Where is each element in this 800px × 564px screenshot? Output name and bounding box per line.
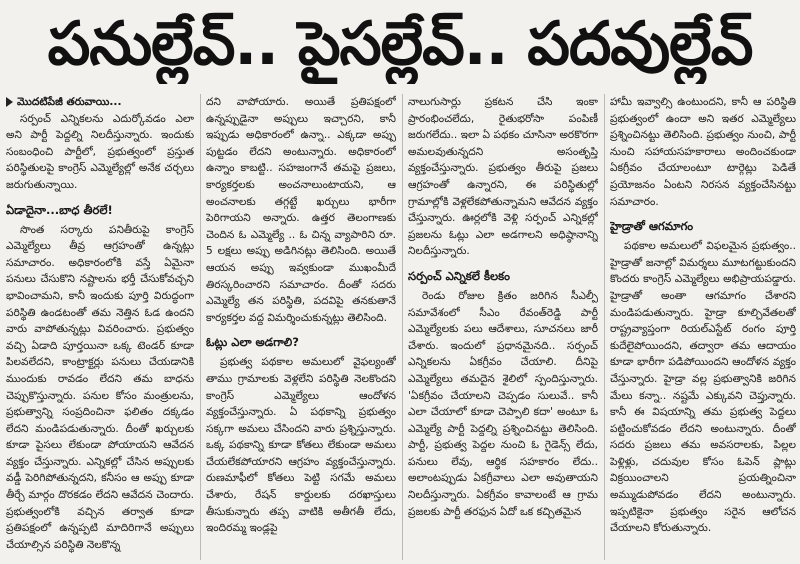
column-1: [6, 94, 194, 560]
column-divider: [402, 94, 403, 560]
triangle-icon: [6, 97, 13, 107]
column-divider: [604, 94, 605, 560]
subheading: హైడ్రాతో ఆగమాగం: [610, 219, 694, 234]
paragraph: రెండు రోజుల క్రితం జరిగిన సీఎల్పీ సమావేశంలో సీఎం రేవంత్‌రెడ్డి పార్టీ ఎమ్మెల్యేలకు పలు ఆదేశాలు, సూచనలు జారీ చేశారు. ఇందులో ప్రధానమైనది.. సర్పంచ్ ఎన్నికలను ఏకగ్రీవం చేయాలి. దీనిపై ఎమ్మెల్యేలు తమదైన శైలిలో స్పందిస్తున్నారు. 'ఏకగ్రీవం చేయాలని చెప్పడం సులువే.. కానీ ఎలా చేయాలో కూడా చెప్పాలి కదా' అంటూ ఓ ఎమ్మెల్యే పార్టీ పెద్దల్ని ప్రశ్నించినట్టు తెలిసింది. పార్టీ, ప్రభుత్వ పెద్దల నుంచి ఓ గైడెన్స్ లేదు, పనులు లేవు, ఆర్థిక సహకారం లేదు.. అలాంటప్పుడు ఏకగ్రీవాలు ఎలా అవుతాయని నిలదీస్తున్నారు. ఏకగ్రీవం కావాలంటే ఆ గ్రామ ప్రజలకు పార్టీ తరఫున ఏదో ఒక కచ్చితమైన: [408, 289, 598, 518]
subheading: సర్పంచ్ ఎన్నికలే కీలకం: [408, 268, 510, 283]
subheading: ఓట్లు ఎలా అడగాలి?: [206, 335, 299, 350]
subheading: ఏడాదైనా...బాధ తీరలే!: [6, 202, 113, 217]
column-divider: [200, 94, 201, 560]
column-3: [408, 94, 598, 560]
paragraph: నాలుగుసార్లు ప్రకటన చేసి ఇంకా ప్రారంభించలేదు, రైతుభరోసా పంపిణీ జరుగలేదు.. ఇలా ఏ పథకం చూసినా అరకొరగా అమలవుతున్నదని అసంతృప్తి వ్యక్తంచేస్తున్నారు. ప్రభుత్వం తీరుపై ప్రజలు ఆగ్రహంతో ఉన్నారని, ఈ పరిస్థితుల్లో గ్రామాల్లోకి వెళ్లలేకపోతున్నామని ఆవేదన వ్యక్తం చేస్తున్నారు. ఊర్లలోకి వెళ్లి సర్పంచ్ ఎన్నికల్లో ప్రజలను ఓట్లు ఎలా అడగాలని అధిష్ఠానాన్ని నిలదీస్తున్నారు.: [408, 96, 598, 258]
paragraph: సర్పంచ్ ఎన్నికలను ఎదుర్కోవడం ఎలా అని పార్టీ పెద్దల్ని నిలదీస్తున్నారు. ఇందుకు సంబంధించి పార్టీలో, ప్రభుత్వంలో ప్రస్తుత పరిస్థితులపై కాంగ్రెస్ ఎమ్మెల్యేల్లో అనేక చర్చలు జరుగుతున్నాయి.: [6, 112, 194, 191]
kicker-text: మొదటిపేజీ తరువాయి...: [17, 96, 122, 108]
column-4: [610, 94, 796, 560]
paragraph: పథకాల అమలులో విఫలమైన ప్రభుత్వం.. హైడ్రాతో జనాల్లో విమర్శలు మూటగట్టుకుందని కొందరు కాంగ్రెస్ ఎమ్మెల్యేలు అభిప్రాయపడ్డారు. హైడ్రాతో అంతా ఆగమాగం చేశారని మండిపడుతున్నారు. హైడ్రా కూల్చివేతలతో రాష్ట్రవ్యాప్తంగా రియల్ఎస్టేట్ రంగం పూర్తి కుదేలైపోయిందని, తద్వారా తమ ఆదాయం కూడా భారీగా పడిపోయిందని ఆందోళన వ్యక్తం చేస్తున్నారు. హైడ్రా వల్ల ప్రభుత్వానికి జరిగిన మేలు కన్నా.. నష్టమే ఎక్కువని చెప్తున్నారు. కానీ ఈ విషయాన్ని తమ ప్రభుత్వ పెద్దలు పట్టించుకోవడం లేదని అంటున్నారు. దీంతో సదరు ప్రజలు తమ అవసరాలకు, పిల్లల పెళ్లిళ్లు, చదువుల కోసం ఓపెన్ ప్లాట్లు విక్రయించాలని ప్రయత్నించినా అమ్ముడుపోవడం లేదని అంటున్నారు. ఇప్పటికైనా ప్రభుత్వం సరైన ఆలోచన చేయాలని కోరుతున్నారు.: [610, 240, 796, 535]
kicker: [6, 94, 194, 111]
paragraph: దని వాపోయారు. అయితే ప్రతిపక్షంలో ఉన్నప్పుడైనా అప్పులు ఇచ్చారని, కానీ ఇప్పుడు అధికారంలో ఉన్నా.. ఎక్కడా అప్పు పుట్టడం లేదని అంటున్నారు. అధికారంలో ఉన్నాం కాబట్టి.. సహజంగానే తమపై ప్రజలు, కార్యకర్తలకు అంచనాలుంటాయని, ఆ అంచనాలకు తగ్గట్టే ఖర్చులు భారీగా పెరిగాయని అన్నారు. ఉత్తర తెలంగాణకు చెందిన ఓ ఎమ్మెల్యే .. ఓ చిన్న వ్యాపారిని రూ. 5 లక్షలు అప్పు అడిగినట్లు తెలిసింది. అయితే ఆయన అప్పు ఇవ్వకుండా ముఖంమీదే తిరస్కరించారని సమాచారం. దీంతో సదరు ఎమ్మెల్యే తన పరిస్థితి, పదవిపై తనకుతానే కార్యకర్తల వద్ద విమర్శించుకున్నట్లు తెలిసింది.: [206, 96, 396, 324]
headline: పనుల్లేవ్.. పైసల్లేవ్.. పదవుల్లేవ్: [47, 9, 753, 79]
paragraph: హామీ ఇవ్వాల్సి ఉంటుందని, కానీ ఆ పరిస్థితి ప్రభుత్వంలో ఉందా అని ఇతర ఎమ్మెల్యేలు ప్రశ్నించినట్టు తెలిసింది. ప్రభుత్వం నుంచి, పార్టీ నుంచి సహాయసహకారాలు అందించకుండా ఏకగ్రీవం చేయాలంటూ టార్గెట్లు పెడితే ప్రయోజనం ఏంటని నిరసన వ్యక్తంచేసినట్టు సమాచారం.: [610, 96, 796, 208]
paragraph: ప్రభుత్వ పథకాల అమలులో వైఫల్యంతో తాము గ్రామాలకు వెళ్లలేని పరిస్థితి నెలకొందని కాంగ్రెస్ ఎమ్మెల్యేలు ఆందోళన వ్యక్తంచేస్తున్నారు. ఏ పథకాన్ని ప్రభుత్వం సక్కగా అమలు చేసిందని వారు ప్రశ్నిస్తున్నారు. ఒక్క పథకాన్ని కూడా కోతలు లేకుండా అమలు చేయలేకపోయారని ఆగ్రహం వ్యక్తంచేస్తున్నారు. రుణమాఫీలో కోతలు పెట్టి సగమే అమలు చేశారు, రేషన్ కార్డులకు దరఖాస్తులు తీసుకున్నారు తప్ప వాటికి అతీగతీ లేదు, ఇందిరమ్మ ఇండ్లపై: [206, 356, 396, 535]
article-columns: [6, 94, 796, 560]
paragraph: సొంత సర్కారు పనితీరుపై కాంగ్రెస్ ఎమ్మెల్యేలు తీవ్ర ఆగ్రహంతో ఉన్నట్లు సమాచారం. అధికారంలోకి వస్తే ఏమైనా పనులు చేసుకొని నష్టాలను భర్తీ చేసుకోవచ్చని భావించామని, కానీ ఇందుకు పూర్తి విరుద్ధంగా పరిస్థితి ఉండటంతో తమ నెత్తిన ఓడ ఉందని వారు వాపోతున్నట్లు వివరించారు. ప్రభుత్వం వచ్చి ఏడాది పూర్తయినా ఒక్క టెండర్ కూడా పిలవలేదని, కాంట్రాక్టర్లు పనులు చేయడానికి ముందుకు రావడం లేదని తమ బాధను చెప్పుకొస్తున్నారు. పనుల కోసం మంత్రులను, ప్రభుత్వాన్ని సంప్రదించినా ఫలితం దక్కడం లేదని మండిపడుతున్నారు. దీంతో ఖర్చులకు కూడా పైసలు లేకుండా పోయాయని ఆవేదన వ్యక్తం చేస్తున్నారు. ఎన్నికల్లో చేసిన అప్పులకు వడ్డీ పెరిగిపోతున్నదని, కనీసం ఆ అప్పు కూడా తీర్చే మార్గం దొరకడం లేదని ఆవేదన చెందారు. ప్రభుత్వంలోకి వచ్చిన తర్వాత కూడా ప్రతిపక్షంలో ఉన్నప్పటి మాదిరిగానే అప్పులు చేయాల్సిన పరిస్థితి నెలకొన్న: [6, 223, 194, 551]
column-2: [206, 94, 396, 560]
